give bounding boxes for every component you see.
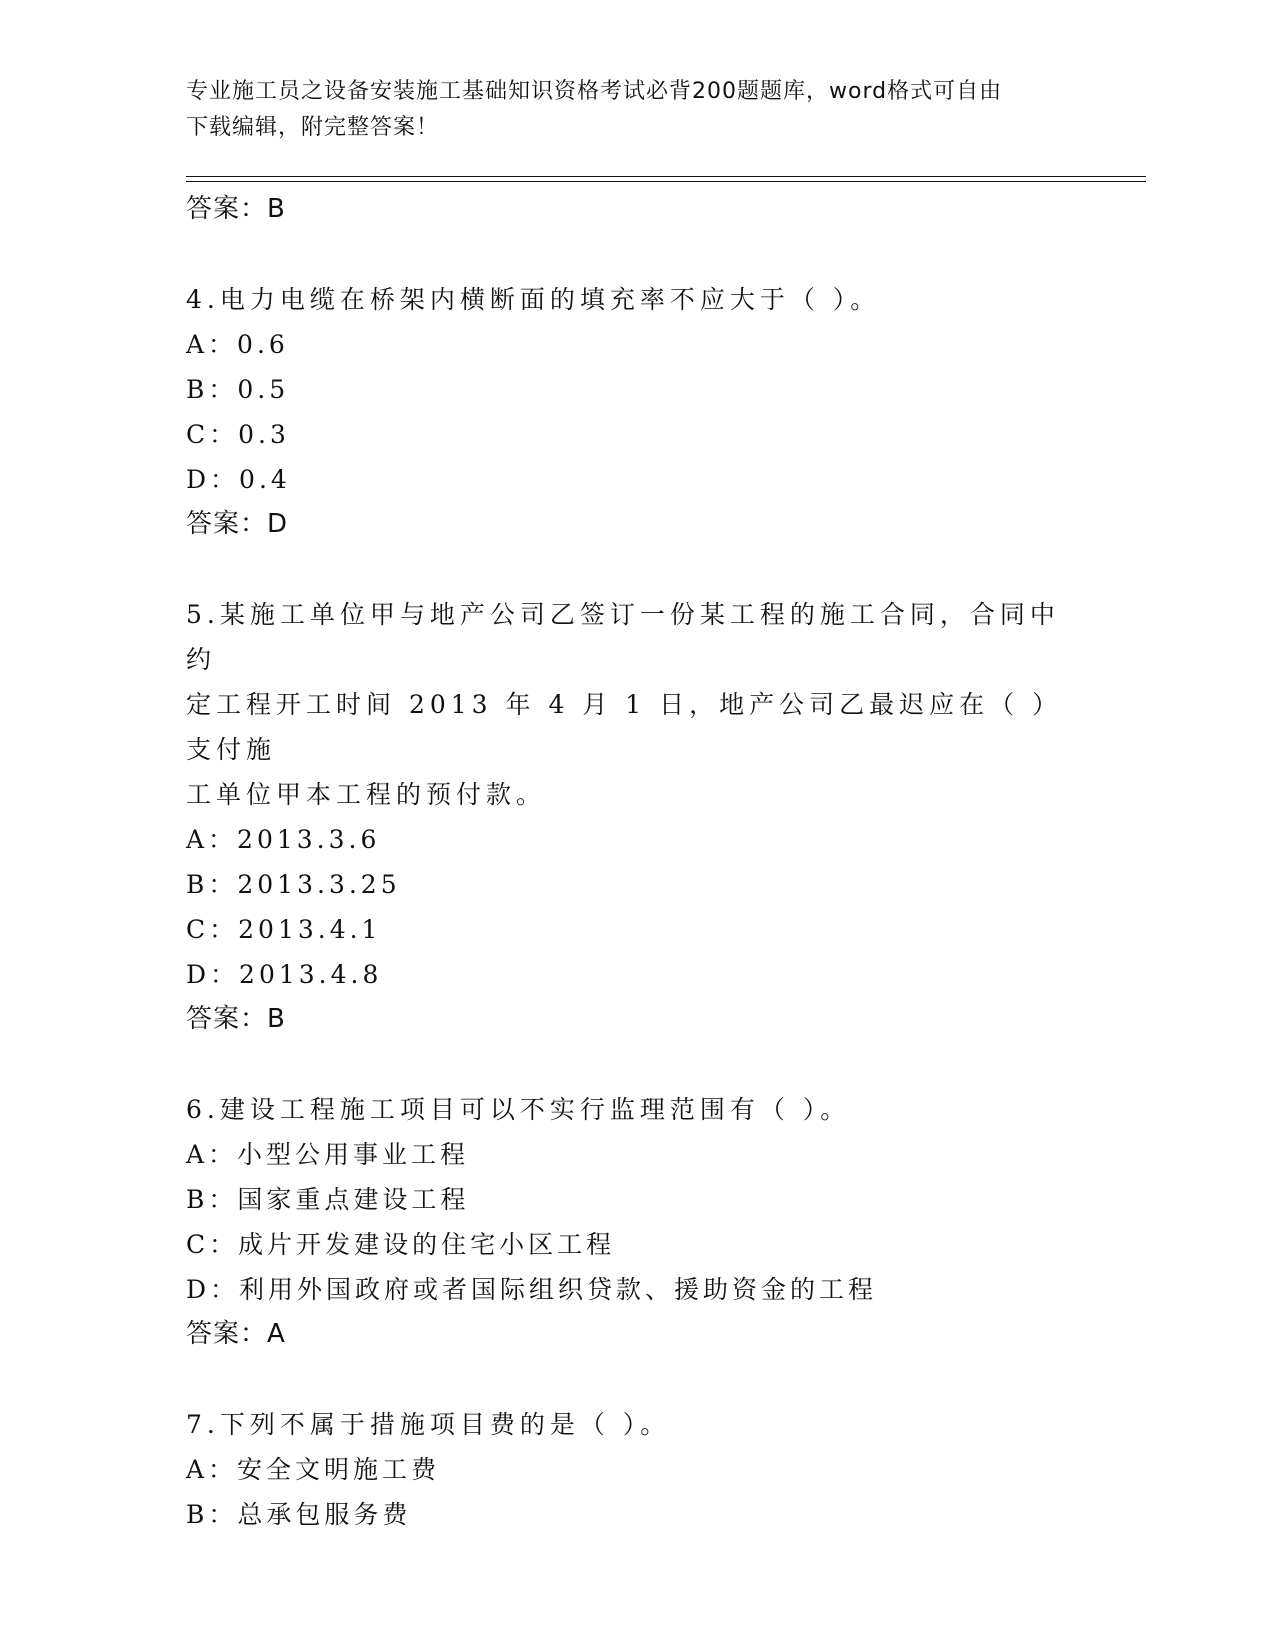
document-header <box>186 74 1066 146</box>
question-4 <box>186 277 1086 546</box>
option-a: A：0.6 <box>186 330 289 359</box>
question-stem: 7.下列不属于措施项目费的是（ ）。 <box>186 1410 671 1439</box>
answer-line: 答案：B <box>186 194 286 224</box>
option-d: D：2013.4.8 <box>186 960 383 989</box>
option-b: B：总承包服务费 <box>186 1500 412 1529</box>
option-a: A：安全文明施工费 <box>186 1455 441 1484</box>
question-6 <box>186 1087 1086 1356</box>
option-d: D：利用外国政府或者国际组织贷款、援助资金的工程 <box>186 1275 878 1304</box>
header-rule-top <box>186 176 1146 177</box>
option-b: B：0.5 <box>186 375 290 404</box>
header-line-1: 专业施工员之设备安装施工基础知识资格考试必背200题题库，word格式可自由 <box>186 79 1003 104</box>
option-c: C：成片开发建设的住宅小区工程 <box>186 1230 616 1259</box>
answer-line: 答案：D <box>186 509 289 539</box>
option-c: C：2013.4.1 <box>186 915 382 944</box>
option-b: B：2013.3.25 <box>186 870 401 899</box>
question-7 <box>186 1402 1086 1537</box>
option-a: A：小型公用事业工程 <box>186 1140 470 1169</box>
question-stem-line-1: 5.某施工单位甲与地产公司乙签订一份某工程的施工合同，合同中约 <box>186 600 1060 674</box>
question-stem-line-2: 定工程开工时间 2013 年 4 月 1 日，地产公司乙最迟应在（ ）支付施 <box>186 690 1063 764</box>
answer-line: 答案：A <box>186 1319 286 1349</box>
answer-line: 答案：B <box>186 1004 286 1034</box>
option-b: B：国家重点建设工程 <box>186 1185 470 1214</box>
question-stem: 4.电力电缆在桥架内横断面的填充率不应大于（ ）。 <box>186 285 881 314</box>
option-d: D：0.4 <box>186 465 291 494</box>
question-stem-line-3: 工单位甲本工程的预付款。 <box>186 780 547 809</box>
header-rule-bottom <box>186 181 1146 182</box>
option-a: A：2013.3.6 <box>186 825 381 854</box>
header-line-2: 下载编辑，附完整答案！ <box>186 115 440 140</box>
question-stem: 6.建设工程施工项目可以不实行监理范围有（ ）。 <box>186 1095 851 1124</box>
question-5 <box>186 592 1086 1041</box>
document-body <box>186 187 1086 1537</box>
option-c: C：0.3 <box>186 420 290 449</box>
